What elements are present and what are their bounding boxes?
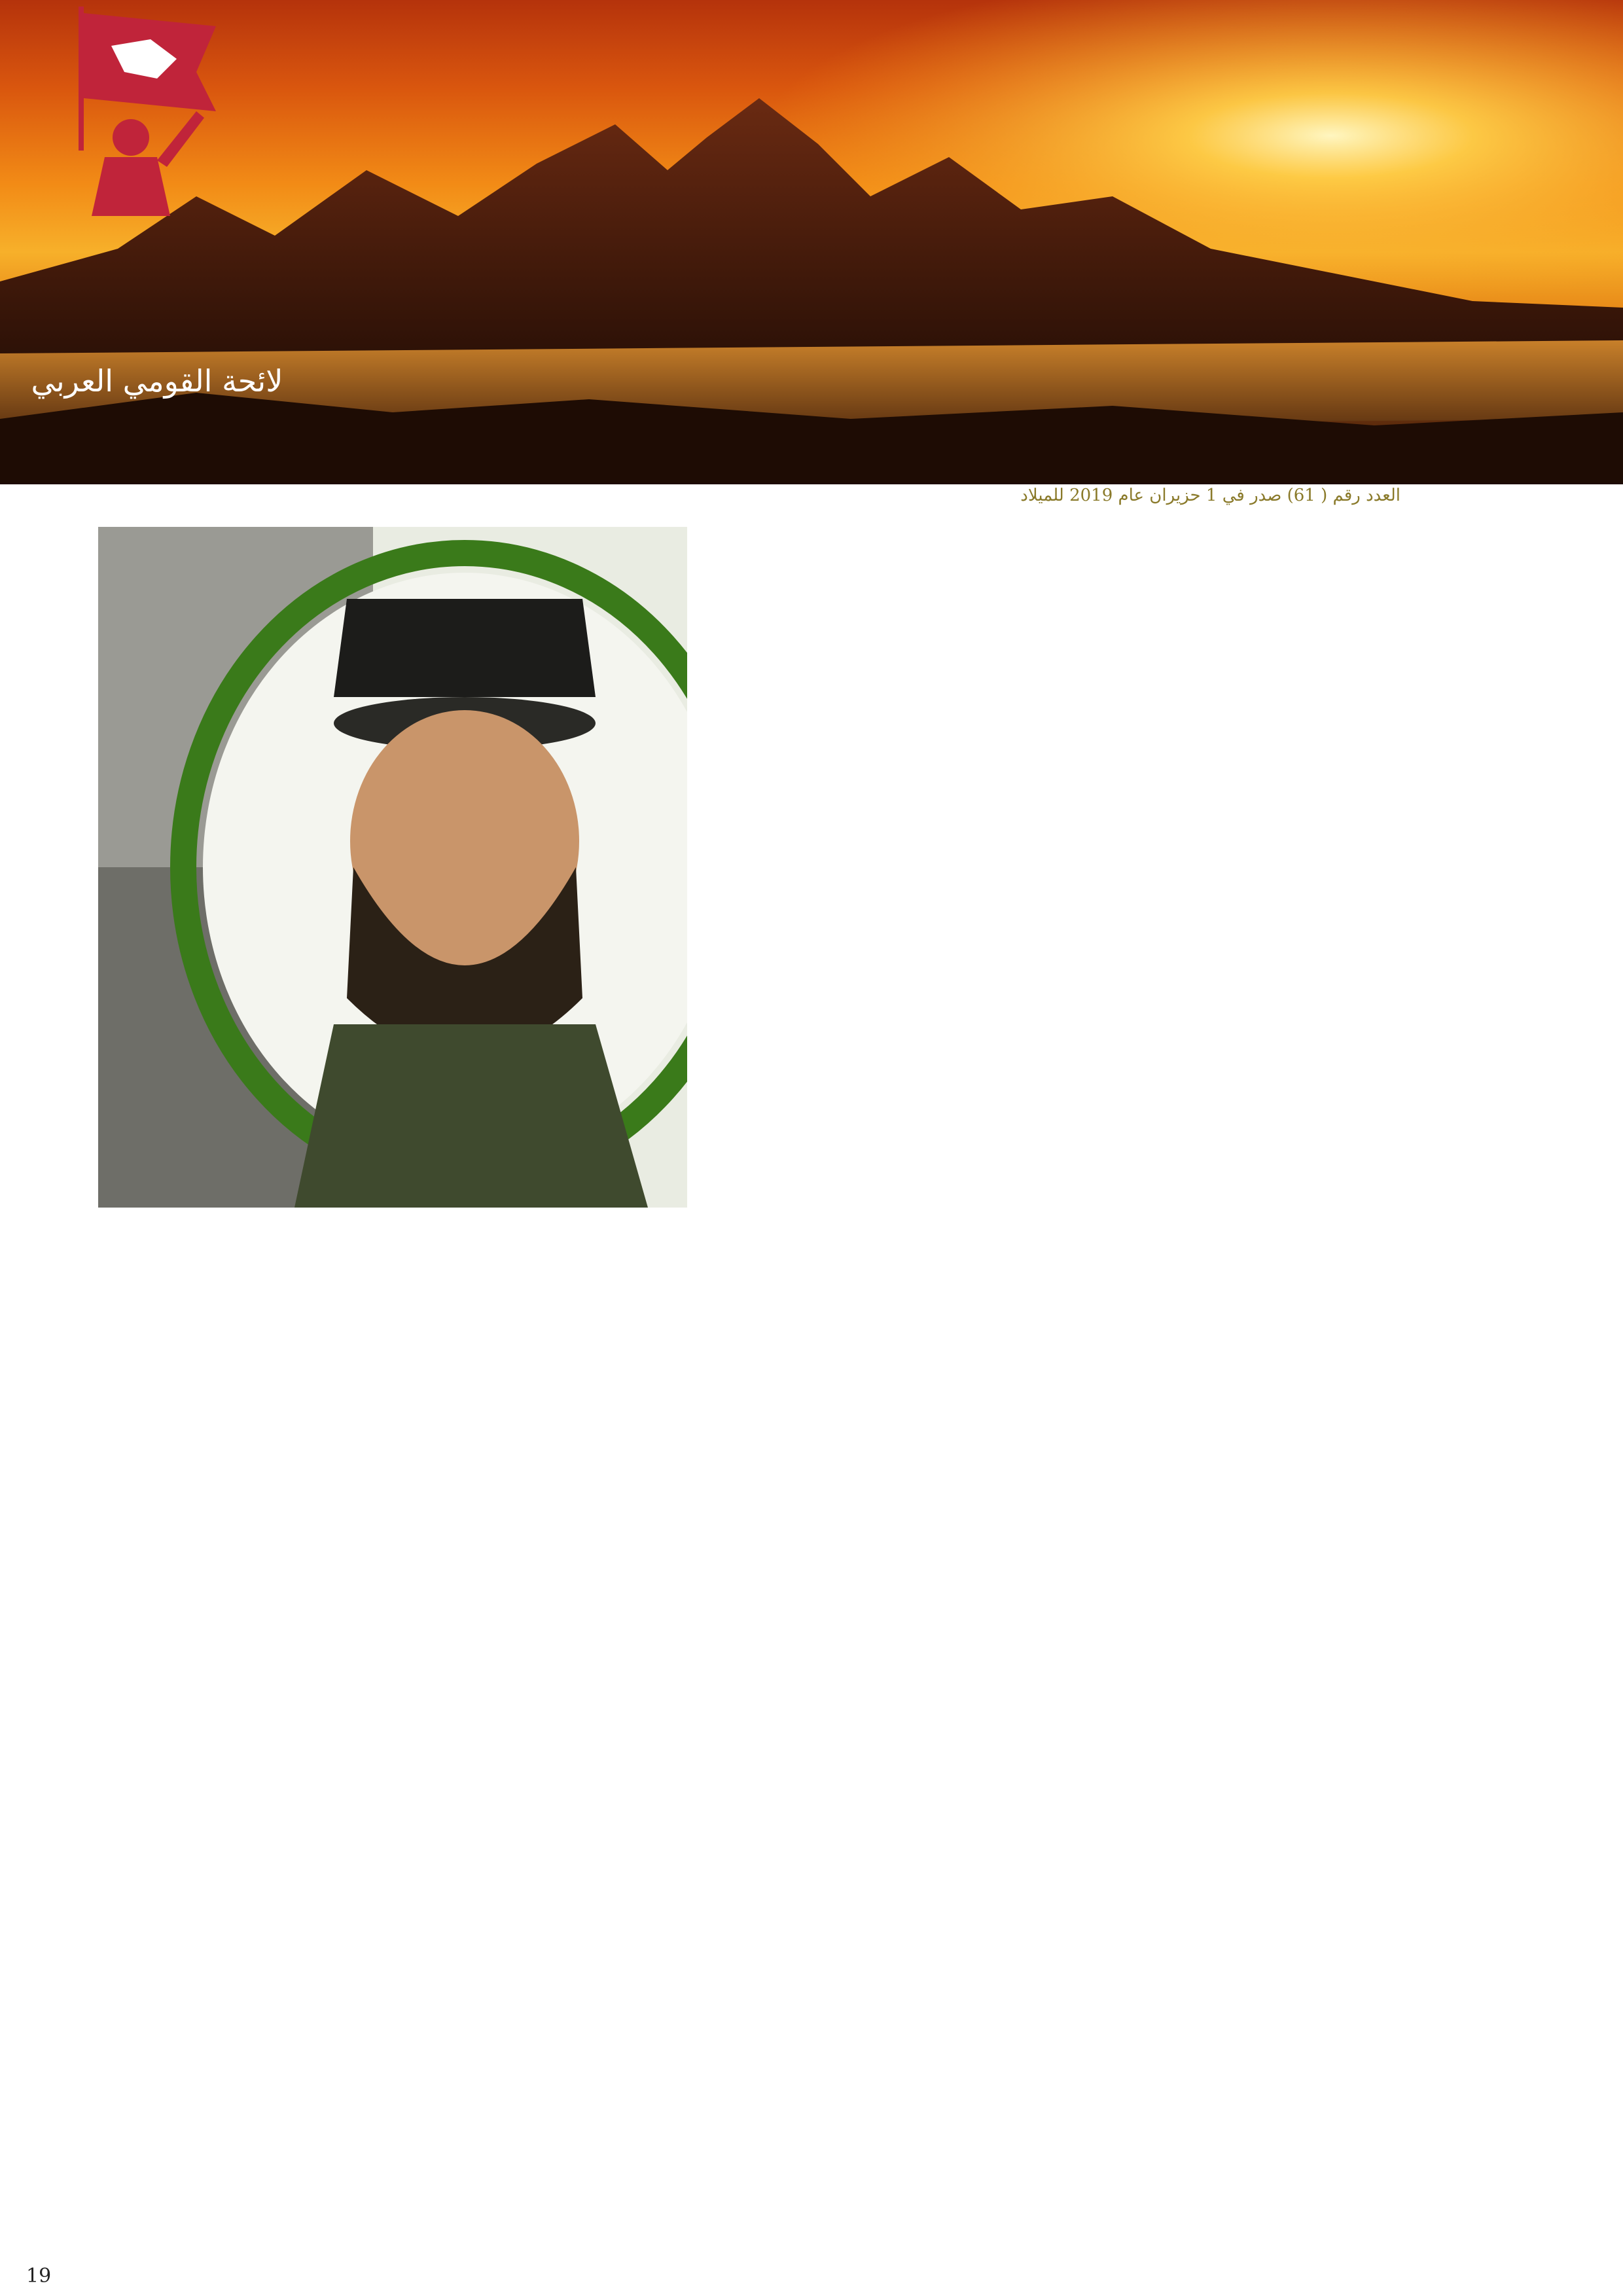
article-paragraph-2: [98, 1217, 1525, 1361]
article-paragraph-5: [98, 2019, 1525, 2235]
article-paragraph-1: [704, 524, 1525, 1204]
logo-title: لائحة القومي العربي: [31, 363, 283, 399]
article-paragraph-3: [98, 1407, 1525, 1695]
portrait-illustration: [98, 527, 687, 1208]
page-number: 19: [26, 2265, 52, 2287]
article-paragraph-4: [98, 1748, 1525, 1983]
issue-line: العدد رقم ( 61) صدر في 1 حزيران عام 2019 للميلاد: [1020, 486, 1400, 505]
header-banner: [0, 0, 1623, 484]
logo-emblem: [0, 0, 262, 275]
portrait-image: [98, 527, 687, 1208]
